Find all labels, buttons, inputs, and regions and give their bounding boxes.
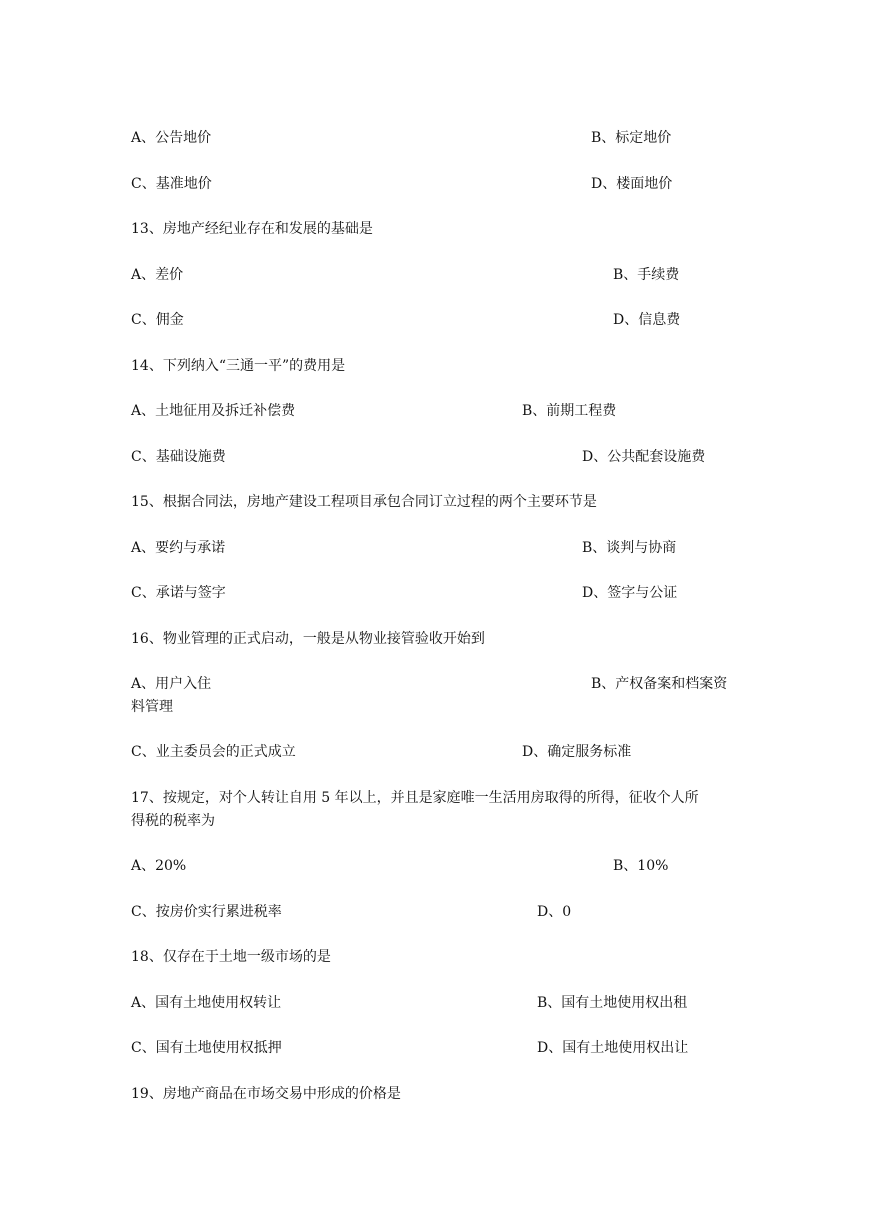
- q16-option-c: C、业主委员会的正式成立: [131, 744, 296, 760]
- q13-question: 13、房地产经纪业存在和发展的基础是: [131, 221, 373, 237]
- q18-question: 18、仅存在于土地一级市场的是: [131, 949, 331, 965]
- q14-question: 14、下列纳入“三通一平”的费用是: [131, 358, 346, 374]
- q17-option-d: D、0: [537, 904, 572, 920]
- q18-option-d: D、国有土地使用权出让: [537, 1040, 689, 1056]
- q14-option-d: D、公共配套设施费: [582, 449, 706, 465]
- q16-option-b: B、产权备案和档案资: [591, 676, 728, 692]
- q16-question: 16、物业管理的正式启动，一般是从物业接管验收开始到: [131, 631, 485, 647]
- q15-option-b: B、谈判与协商: [582, 540, 677, 556]
- q12-option-b: B、标定地价: [591, 130, 672, 146]
- q15-option-d: D、签字与公证: [582, 585, 678, 601]
- q17-option-c: C、按房价实行累进税率: [131, 904, 282, 920]
- q18-option-a: A、国有土地使用权转让: [131, 995, 282, 1011]
- q16-option-a: A、用户入住: [131, 676, 212, 692]
- q16-option-b-continued: 料管理: [131, 699, 173, 715]
- q18-option-b: B、国有土地使用权出租: [537, 995, 688, 1011]
- q15-question: 15、根据合同法，房地产建设工程项目承包合同订立过程的两个主要环节是: [131, 494, 597, 510]
- q15-option-c: C、承诺与签字: [131, 585, 226, 601]
- q17-option-b: B、10%: [613, 858, 669, 874]
- q13-option-a: A、差价: [131, 267, 184, 283]
- q12-option-c: C、基准地价: [131, 176, 212, 192]
- q18-option-c: C、国有土地使用权抵押: [131, 1040, 282, 1056]
- q13-option-b: B、手续费: [613, 267, 680, 283]
- q13-option-c: C、佣金: [131, 312, 184, 328]
- q17-question: 17、按规定，对个人转让自用 5 年以上，并且是家庭唯一生活用房取得的所得，征收个人所: [131, 790, 699, 806]
- q14-option-b: B、前期工程费: [522, 403, 617, 419]
- q16-option-d: D、确定服务标准: [522, 744, 632, 760]
- q14-option-a: A、土地征用及拆迁补偿费: [131, 403, 296, 419]
- q14-option-c: C、基础设施费: [131, 449, 226, 465]
- q17-option-a: A、20%: [131, 858, 187, 874]
- q12-option-d: D、楼面地价: [591, 176, 673, 192]
- q17-question-continued: 得税的税率为: [131, 813, 215, 829]
- q15-option-a: A、要约与承诺: [131, 540, 226, 556]
- q13-option-d: D、信息费: [613, 312, 681, 328]
- q19-question: 19、房地产商品在市场交易中形成的价格是: [131, 1086, 401, 1102]
- q12-option-a: A、公告地价: [131, 130, 212, 146]
